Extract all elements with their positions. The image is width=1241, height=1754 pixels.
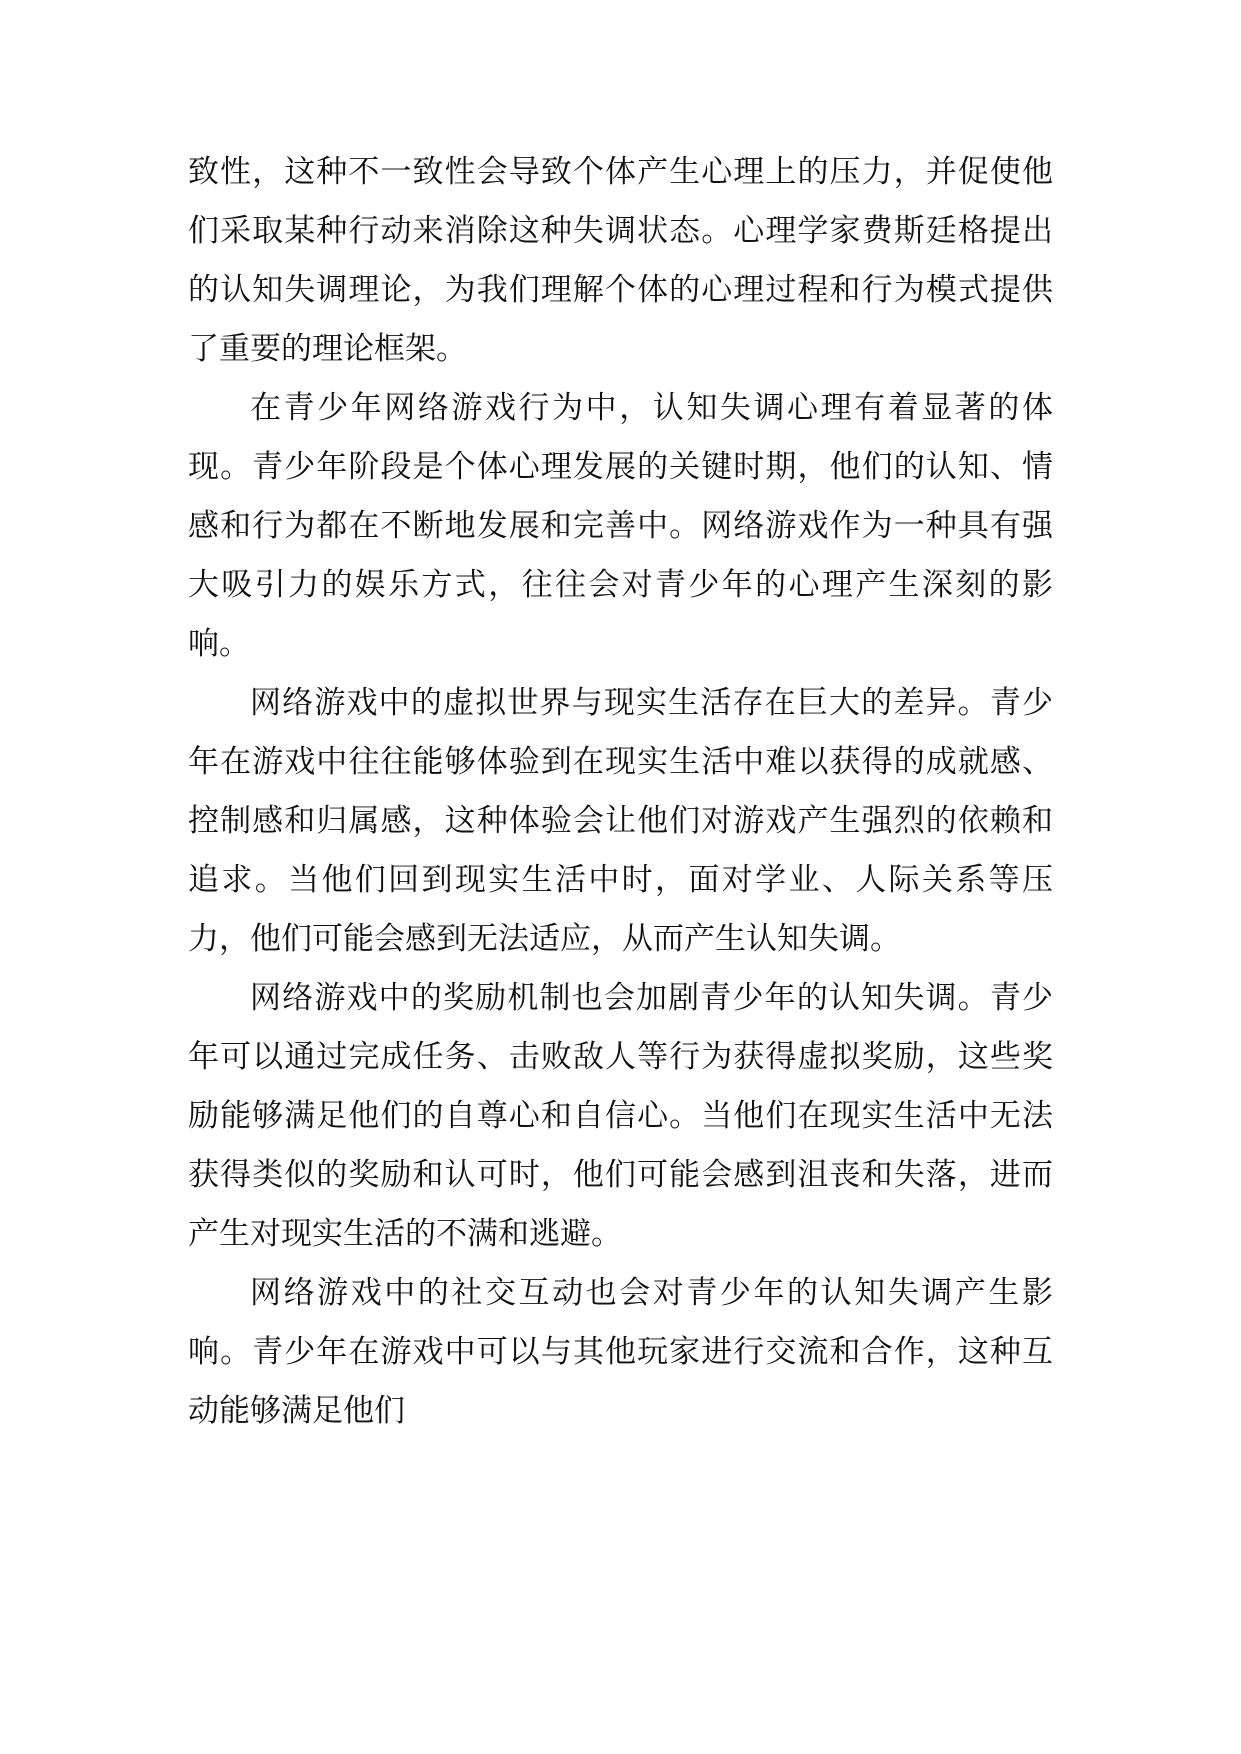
- paragraph: 网络游戏中的奖励机制也会加剧青少年的认知失调。青少年可以通过完成任务、击败敌人等行为获得虚拟奖励，这些奖励能够满足他们的自尊心和自信心。当他们在现实生活中无法获得类似的奖励和认可时，他们可能会感到沮丧和失落，进而产生对现实生活的不满和逃避。: [188, 980, 1053, 1252]
- body-text: [188, 143, 1053, 1441]
- paragraph: 在青少年网络游戏行为中，认知失调心理有着显著的体现。青少年阶段是个体心理发展的关键时期，他们的认知、情感和行为都在不断地发展和完善中。网络游戏作为一种具有强大吸引力的娱乐方式，往往会对青少年的心理产生深刻的影响。: [188, 390, 1053, 662]
- paragraph: 网络游戏中的虚拟世界与现实生活存在巨大的差异。青少年在游戏中往往能够体验到在现实生活中难以获得的成就感、控制感和归属感，这种体验会让他们对游戏产生强烈的依赖和追求。当他们回到现实生活中时，面对学业、人际关系等压力，他们可能会感到无法适应，从而产生认知失调。: [188, 685, 1053, 957]
- paragraph: 网络游戏中的社交互动也会对青少年的认知失调产生影响。青少年在游戏中可以与其他玩家进行交流和合作，这种互动能够满足他们: [188, 1275, 1053, 1429]
- paragraph-continued: 致性，这种不一致性会导致个体产生心理上的压力，并促使他们采取某种行动来消除这种失调状态。心理学家费斯廷格提出的认知失调理论，为我们理解个体的心理过程和行为模式提供了重要的理论框架。: [188, 154, 1053, 367]
